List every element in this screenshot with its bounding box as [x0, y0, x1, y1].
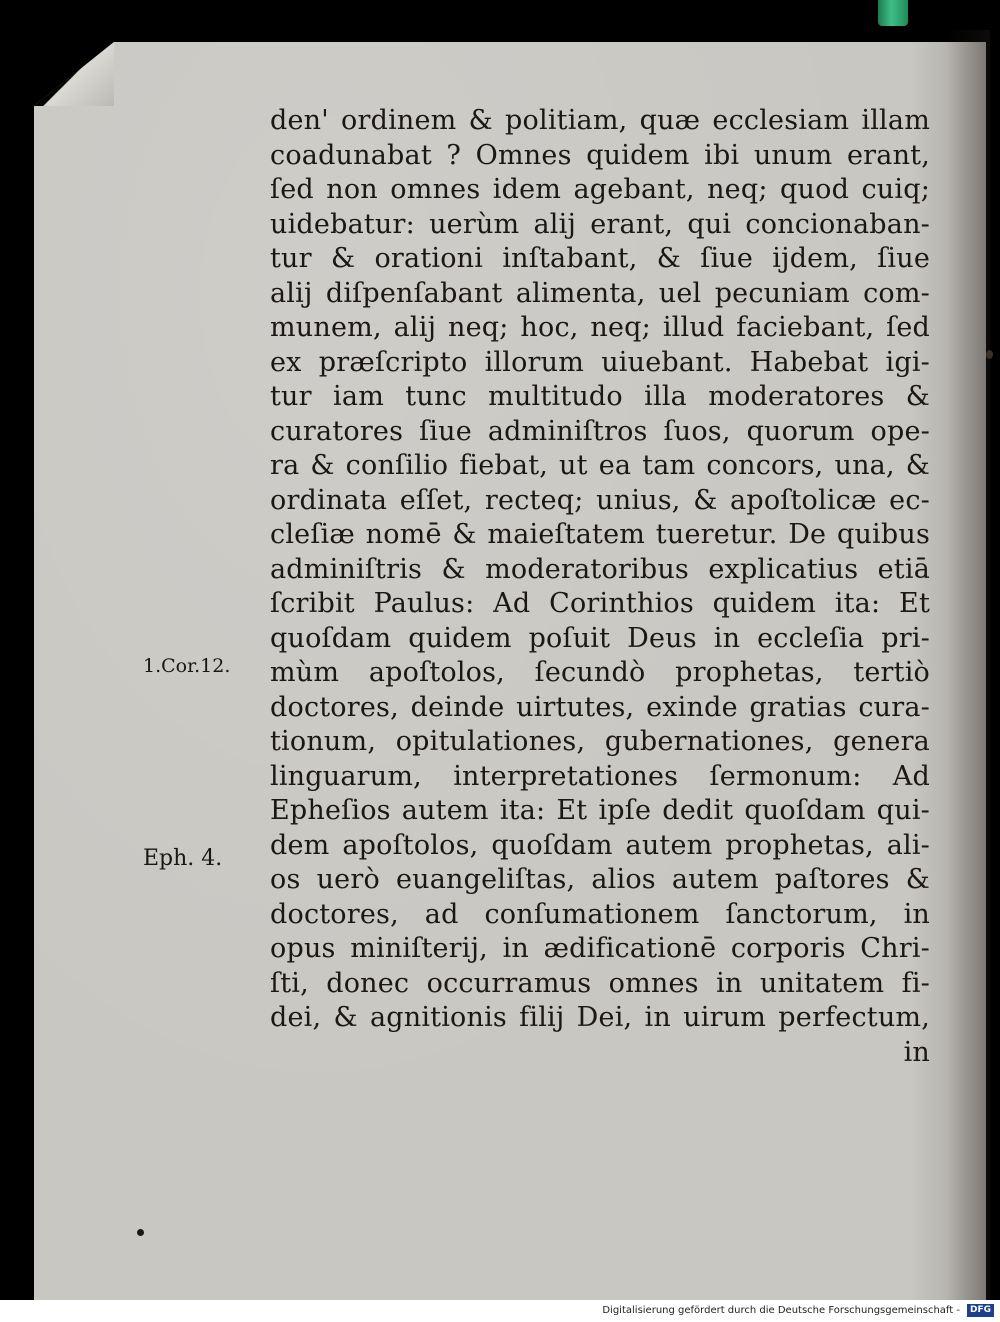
text-line: dei, & agnitionis filij Dei, in uirum perfectum,: [270, 1002, 930, 1033]
text-line: ſti, donec occurramus omnes in unitatem fi-: [270, 967, 930, 999]
text-line: coadunabat ? Omnes quidem ibi unum erant,: [270, 139, 930, 171]
text-line: ordinata eſſet, recteq; unius, & apoſtolicæ ec-: [270, 484, 930, 516]
text-line: alij diſpenſabant alimenta, uel pecuniam com-: [270, 277, 930, 309]
text-line: curatores ſiue adminiſtros ſuos, quorum ope-: [270, 415, 930, 447]
body-text: [270, 104, 930, 1070]
text-line: Epheſios autem ita: Et ipſe dedit quoſdam qui-: [270, 795, 930, 826]
text-line: opus miniſterij, in ædificationē corporis Chri-: [270, 933, 930, 964]
text-line: cleſiæ nomē & maieſtatem tueretur. De quibus: [270, 519, 930, 550]
text-line: mùm apoſtolos, ſecundò prophetas, tertiò: [270, 657, 930, 688]
folded-corner: [34, 42, 116, 108]
marginal-note-ephesians: Eph. 4.: [143, 846, 223, 871]
text-line: quoſdam quidem poſuit Deus in eccleſia pri-: [270, 622, 930, 654]
page-edge-shadow: [946, 30, 990, 1300]
text-line: dem apoſtolos, quoſdam autem prophetas, ali-: [270, 829, 930, 861]
text-line: ex præſcripto illorum uiuebant. Habebat igi-: [270, 346, 930, 378]
text-line: tionum, opitulationes, gubernationes, genera: [270, 726, 930, 757]
text-line: ra & conſilio fiebat, ut ea tam concors, una, &: [270, 450, 930, 481]
text-line: ſcribit Paulus: Ad Corinthios quidem ita: Et: [270, 588, 930, 619]
bookmark-ribbon: [878, 0, 908, 26]
digitization-footer: [0, 1300, 1000, 1322]
catchword: in: [903, 1036, 930, 1068]
text-line: uidebatur: uerùm alij erant, qui concionaban-: [270, 208, 930, 240]
footer-credit: Digitalisierung gefördert durch die Deutsche Forschungsgemeinschaft -: [602, 1305, 960, 1316]
text-line: den' ordinem & politiam, quæ ecclesiam illam: [270, 105, 930, 136]
text-line: munem, alij neq; hoc, neq; illud faciebant, ſed: [270, 312, 930, 343]
text-line: ſed non omnes idem agebant, neq; quod cuiq;: [270, 174, 930, 205]
text-line: linguarum, interpretationes ſermonum: Ad: [270, 760, 930, 792]
ink-dot: [137, 1229, 144, 1236]
text-line: os uerò euangeliſtas, alios autem paſtores &: [270, 864, 930, 895]
marginal-note-corinthians: 1.Cor.12.: [143, 655, 231, 677]
text-line: adminiſtris & moderatoribus explicatius etiā: [270, 553, 930, 585]
text-line: tur & orationi inſtabant, & ſiue ijdem, ſiue: [270, 243, 930, 274]
text-line: doctores, deinde uirtutes, exinde gratias cura-: [270, 691, 930, 723]
text-line: tur iam tunc multitudo illa moderatores &: [270, 381, 930, 412]
text-line: doctores, ad conſumationem ſanctorum, in: [270, 898, 930, 930]
dfg-logo: DFG: [967, 1304, 994, 1317]
binding-mark: [986, 350, 993, 359]
